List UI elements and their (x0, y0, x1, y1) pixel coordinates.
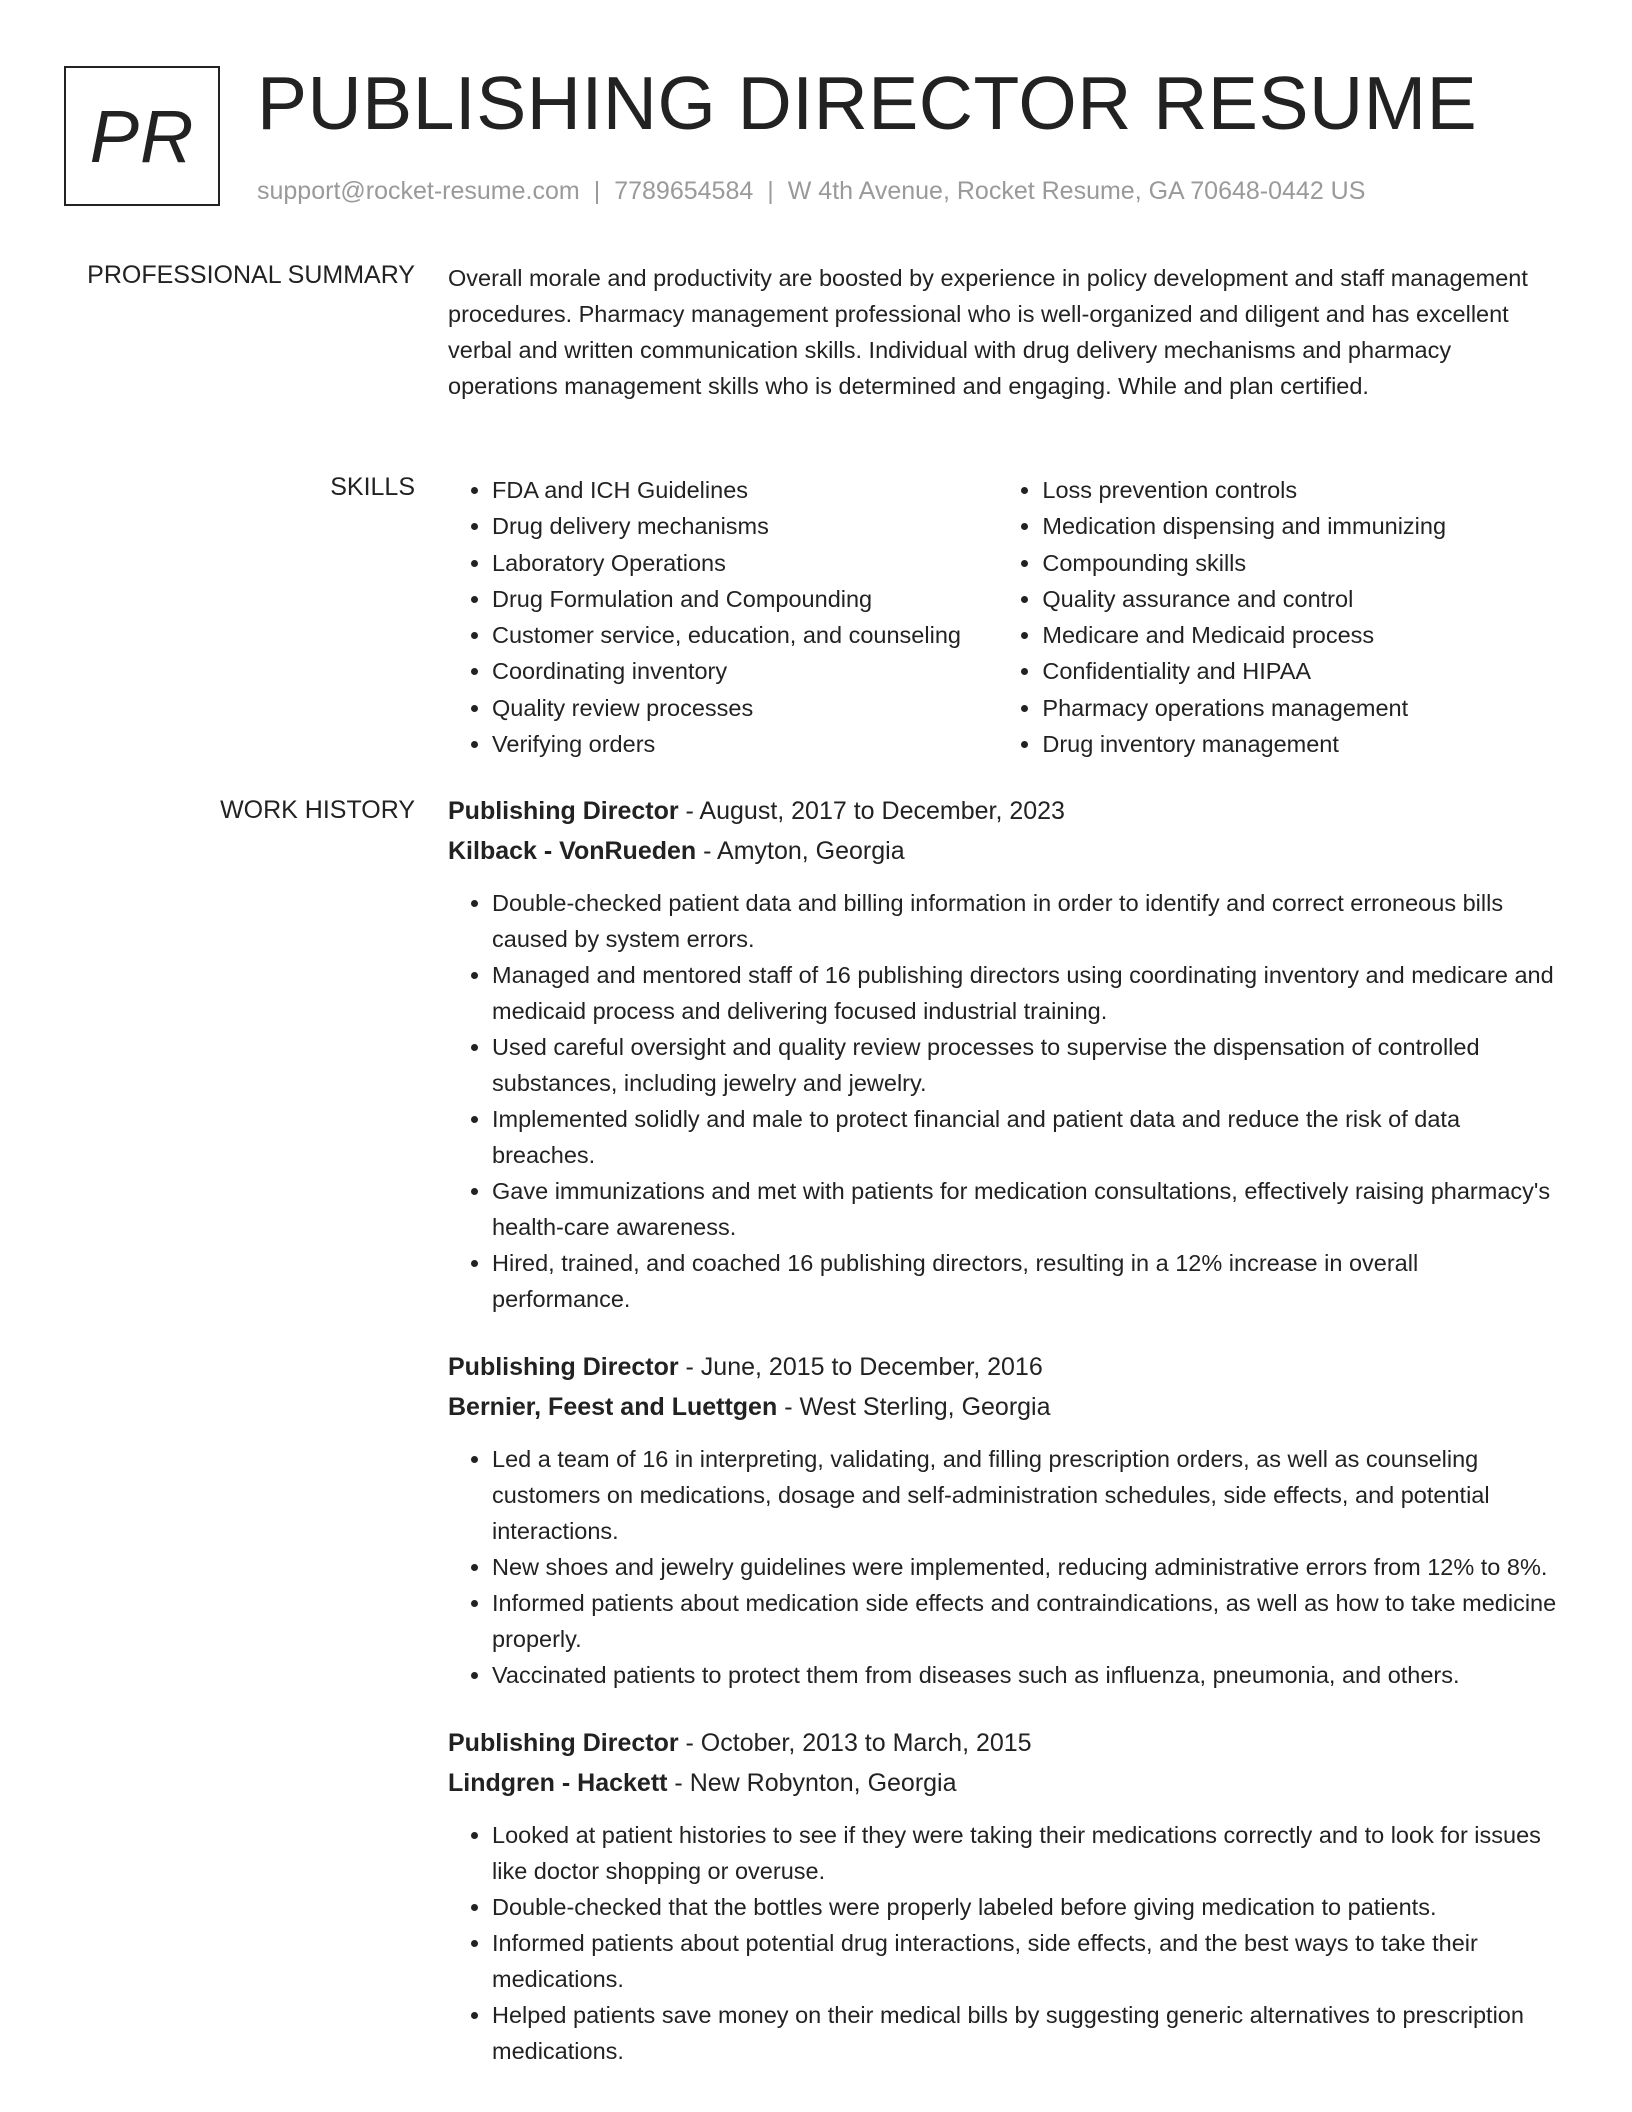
job-entry (448, 1723, 1558, 2069)
job-bullet: • Vaccinated patients to protect them from diseases such as influenza, pneumonia, and others. (492, 1657, 1558, 1693)
job-bullets (448, 1817, 1558, 2069)
job-company-line (448, 1387, 1558, 1427)
job-bullet: • Informed patients about medication side effects and contraindications, as well as how to take medicine properly. (492, 1585, 1558, 1657)
job-title-line (448, 791, 1558, 831)
job-bullet: • Led a team of 16 in interpreting, validating, and filling prescription orders, as well as counseling customers on medications, dosage and self-administration schedules, side effects, and potential interactions. (492, 1441, 1558, 1549)
contact-line (257, 174, 1365, 208)
job-company: Bernier, Feest and Luettgen (448, 1393, 778, 1421)
skill-item: • Confidentiality and HIPAA (1042, 653, 1558, 689)
skill-item: • Medicare and Medicaid process (1042, 617, 1558, 653)
job-location: - Amyton, Georgia (696, 837, 905, 865)
job-bullet: • Helped patients save money on their medical bills by suggesting generic alternatives to prescription medications. (492, 1997, 1558, 2069)
contact-separator: | (767, 177, 774, 205)
job-bullet: • Managed and mentored staff of 16 publishing directors using coordinating inventory and medicare and medicaid process and delivering focused industrial training. (492, 957, 1558, 1029)
job-title-line (448, 1723, 1558, 1763)
skills-label: SKILLS (330, 473, 415, 501)
skill-item: • Compounding skills (1042, 545, 1558, 581)
job-company-line (448, 1763, 1558, 1803)
job-dates: - August, 2017 to December, 2023 (678, 797, 1065, 825)
job-dates: - October, 2013 to March, 2015 (678, 1729, 1032, 1757)
skill-item: • FDA and ICH Guidelines (492, 472, 998, 508)
contact-separator: | (593, 177, 601, 205)
resume-title: PUBLISHING DIRECTOR RESUME (257, 61, 1478, 145)
skills-column-1 (448, 472, 998, 762)
skill-item: • Customer service, education, and counseling (492, 617, 998, 653)
job-entry (448, 1347, 1558, 1693)
job-dates: - June, 2015 to December, 2016 (678, 1353, 1043, 1381)
skill-item: • Medication dispensing and immunizing (1042, 508, 1558, 544)
job-company-line (448, 831, 1558, 871)
job-bullet: • Double-checked patient data and billing information in order to identify and correct erroneous bills caused by system errors. (492, 885, 1558, 957)
summary-text: Overall morale and productivity are boosted by experience in policy development and staff management procedures. Pharmacy management professional who is well-organized and diligent and has excellent verbal and written communication skills. Individual with drug delivery mechanisms and pharmacy operations management skills who is determined and engaging. While and plan certified. (448, 265, 1528, 399)
job-bullet: • Looked at patient histories to see if they were taking their medications correctly and to look for issues like doctor shopping or overuse. (492, 1817, 1558, 1889)
skill-item: • Pharmacy operations management (1042, 690, 1558, 726)
job-location: - West Sterling, Georgia (777, 1393, 1051, 1421)
skill-item: • Drug delivery mechanisms (492, 508, 998, 544)
work-history-label: WORK HISTORY (220, 796, 415, 824)
job-title: Publishing Director (448, 1353, 679, 1381)
skill-item: • Laboratory Operations (492, 545, 998, 581)
job-bullet: • Used careful oversight and quality review processes to supervise the dispensation of controlled substances, including jewelry and jewelry. (492, 1029, 1558, 1101)
monogram-initials: PR (89, 94, 195, 178)
monogram-box (64, 66, 220, 206)
job-title-line (448, 1347, 1558, 1387)
job-bullet: • Implemented solidly and male to protect financial and patient data and reduce the risk of data breaches. (492, 1101, 1558, 1173)
skill-item: • Quality assurance and control (1042, 581, 1558, 617)
skills-column-2 (998, 472, 1558, 762)
job-company: Kilback - VonRueden (448, 837, 697, 865)
job-company: Lindgren - Hackett (448, 1769, 668, 1797)
job-bullet: • Informed patients about potential drug interactions, side effects, and the best ways to take their medications. (492, 1925, 1558, 1997)
skill-item: • Coordinating inventory (492, 653, 998, 689)
contact-phone: 7789654584 (614, 177, 754, 205)
work-history-body (448, 791, 1558, 2069)
contact-email: support@rocket-resume.com (257, 177, 580, 205)
job-bullet: • Hired, trained, and coached 16 publishing directors, resulting in a 12% increase in overall performance. (492, 1245, 1558, 1317)
job-bullets (448, 1441, 1558, 1693)
summary-body (448, 260, 1558, 404)
job-title: Publishing Director (448, 797, 679, 825)
skill-item: • Drug inventory management (1042, 726, 1558, 762)
job-bullet: • Gave immunizations and met with patients for medication consultations, effectively raising pharmacy's health-care awareness. (492, 1173, 1558, 1245)
skill-item: • Drug Formulation and Compounding (492, 581, 998, 617)
job-entry (448, 791, 1558, 1317)
skill-item: • Loss prevention controls (1042, 472, 1558, 508)
contact-address: W 4th Avenue, Rocket Resume, GA 70648-0442 US (787, 177, 1366, 205)
skills-body (448, 472, 1558, 762)
job-bullet: • New shoes and jewelry guidelines were implemented, reducing administrative errors from 12% to 8%. (492, 1549, 1558, 1585)
skill-item: • Verifying orders (492, 726, 998, 762)
job-title: Publishing Director (448, 1729, 679, 1757)
summary-label: PROFESSIONAL SUMMARY (87, 261, 415, 289)
job-bullets (448, 885, 1558, 1317)
job-location: - New Robynton, Georgia (667, 1769, 957, 1797)
job-bullet: • Double-checked that the bottles were properly labeled before giving medication to patients. (492, 1889, 1558, 1925)
skill-item: • Quality review processes (492, 690, 998, 726)
